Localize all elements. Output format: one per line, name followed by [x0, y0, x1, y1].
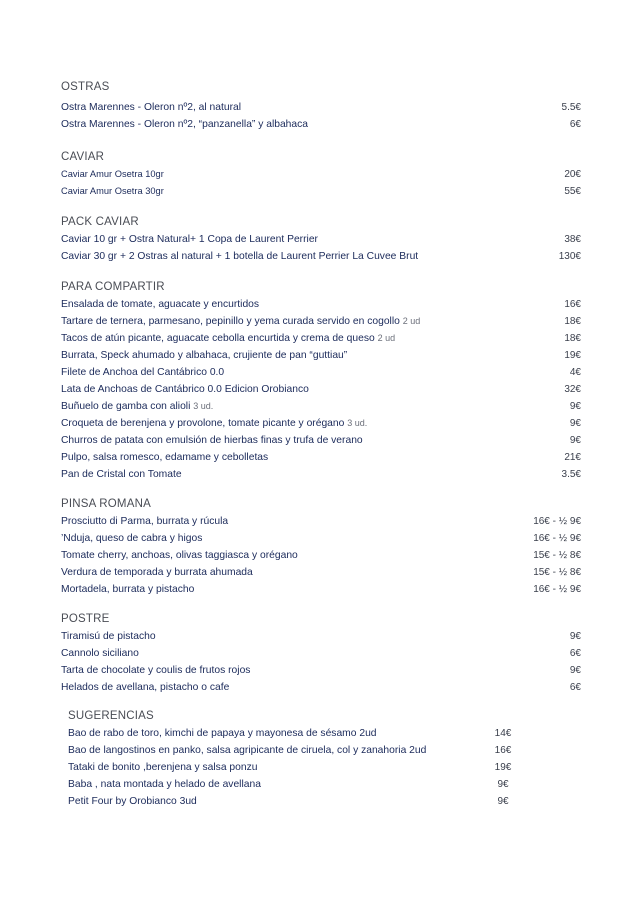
item-quantity: 3 ud. — [193, 401, 214, 411]
section-caviar — [61, 149, 581, 200]
item-price: 19€ — [564, 350, 581, 361]
item-name-text: Tartare de ternera, parmesano, pepinillo y yema curada servido en cogollo — [61, 316, 400, 327]
item-name: Ostra Marennes - Oleron nº2, “panzanella” y albahaca — [61, 119, 309, 130]
item-name — [61, 313, 420, 330]
menu-item — [61, 679, 581, 696]
menu-item — [61, 564, 581, 581]
menu-item — [68, 725, 513, 742]
item-price: 55€ — [564, 186, 581, 197]
item-price: 5.5€ — [561, 102, 581, 113]
item-name: Caviar 10 gr + Ostra Natural+ 1 Copa de Laurent Perrier — [61, 234, 318, 245]
menu-item — [61, 398, 581, 415]
menu-item — [61, 466, 581, 483]
menu-item — [61, 364, 581, 381]
item-price: 9€ — [569, 435, 581, 446]
item-price: 6€ — [569, 119, 581, 130]
item-name — [61, 415, 367, 432]
item-name: Cannolo siciliano — [61, 648, 139, 659]
menu-item — [61, 347, 581, 364]
item-price: 15€ - ½ 8€ — [533, 550, 581, 561]
item-price: 16€ - ½ 9€ — [533, 533, 581, 544]
menu-item — [61, 313, 581, 330]
menu-item — [61, 116, 581, 133]
item-price: 16€ - ½ 9€ — [533, 584, 581, 595]
menu-item — [61, 432, 581, 449]
item-price: 16€ — [494, 745, 512, 756]
item-price: 6€ — [569, 648, 581, 659]
menu-item — [61, 662, 581, 679]
section-heading: PARA COMPARTIR — [61, 281, 165, 293]
menu-item — [61, 248, 581, 265]
item-price: 130€ — [558, 251, 581, 262]
item-name: Baba , nata montada y helado de avellana — [68, 779, 261, 790]
item-name: Bao de langostinos en panko, salsa agripicante de ciruela, col y zanahoria 2ud — [68, 745, 427, 756]
item-price: 18€ — [564, 316, 581, 327]
item-price: 3.5€ — [561, 469, 581, 480]
section-heading: SUGERENCIAS — [68, 710, 154, 722]
item-price: 18€ — [564, 333, 581, 344]
menu-item — [61, 166, 581, 183]
item-name: Petit Four by Orobianco 3ud — [68, 796, 197, 807]
menu-item — [61, 530, 581, 547]
item-name: Tiramisú de pistacho — [61, 631, 156, 642]
section-ostras — [61, 79, 581, 133]
item-name: Verdura de temporada y burrata ahumada — [61, 567, 253, 578]
item-name: Pan de Cristal con Tomate — [61, 469, 182, 480]
item-price: 20€ — [564, 169, 581, 180]
menu-item — [68, 759, 513, 776]
item-quantity: 2 ud — [377, 333, 396, 343]
menu-item — [61, 231, 581, 248]
item-price: 19€ — [494, 762, 512, 773]
menu-item — [61, 99, 581, 116]
item-price: 6€ — [569, 682, 581, 693]
item-price: 32€ — [564, 384, 581, 395]
item-price: 9€ — [497, 796, 509, 807]
item-quantity: 3 ud. — [347, 418, 368, 428]
section-pack-caviar — [61, 214, 581, 265]
item-name: Ostra Marennes - Oleron nº2, al natural — [61, 102, 242, 113]
item-name: Ensalada de tomate, aguacate y encurtidos — [61, 299, 260, 310]
menu-item — [61, 381, 581, 398]
item-name: Caviar Amur Osetra 10gr — [61, 169, 164, 179]
item-name-text: Tacos de atún picante, aguacate cebolla encurtida y crema de queso — [61, 333, 375, 344]
item-name: Burrata, Speck ahumado y albahaca, crujiente de pan “guttiau” — [61, 350, 348, 361]
item-price: 9€ — [497, 779, 509, 790]
item-name: Lata de Anchoas de Cantábrico 0.0 Edicion Orobianco — [61, 384, 309, 395]
item-price: 15€ - ½ 8€ — [533, 567, 581, 578]
item-name: Filete de Anchoa del Cantábrico 0.0 — [61, 367, 225, 378]
item-name: Churros de patata con emulsión de hierbas finas y trufa de verano — [61, 435, 363, 446]
item-name: Helados de avellana, pistacho o cafe — [61, 682, 230, 693]
section-pinsa-romana — [61, 496, 581, 598]
menu-item — [68, 793, 513, 810]
menu-item — [61, 513, 581, 530]
item-price: 4€ — [569, 367, 581, 378]
section-sugerencias — [68, 708, 513, 810]
section-heading: POSTRE — [61, 613, 110, 625]
section-heading: CAVIAR — [61, 151, 105, 163]
item-price: 14€ — [494, 728, 512, 739]
menu-item — [61, 330, 581, 347]
item-price: 9€ — [569, 418, 581, 429]
item-name: Mortadela, burrata y pistacho — [61, 584, 195, 595]
item-price: 16€ — [564, 299, 581, 310]
item-price: 38€ — [564, 234, 581, 245]
item-name — [61, 398, 213, 415]
section-para-compartir — [61, 279, 581, 483]
item-name: Tataki de bonito ,berenjena y salsa ponzu — [68, 762, 258, 773]
item-name — [61, 330, 395, 347]
item-name: ’Nduja, queso de cabra y higos — [61, 533, 203, 544]
menu-item — [68, 776, 513, 793]
item-name: Caviar Amur Osetra 30gr — [61, 186, 164, 196]
menu-item — [61, 547, 581, 564]
menu-item — [61, 628, 581, 645]
item-price: 9€ — [569, 665, 581, 676]
item-name-text: Croqueta de berenjena y provolone, tomate picante y orégano — [61, 418, 345, 429]
section-heading: OSTRAS — [61, 81, 110, 93]
menu-item — [61, 296, 581, 313]
item-name: Pulpo, salsa romesco, edamame y cebolletas — [61, 452, 269, 463]
menu-item — [61, 581, 581, 598]
section-heading: PINSA ROMANA — [61, 498, 151, 510]
section-postre — [61, 611, 581, 696]
section-heading: PACK CAVIAR — [61, 216, 139, 228]
item-price: 9€ — [569, 631, 581, 642]
item-price: 16€ - ½ 9€ — [533, 516, 581, 527]
item-price: 21€ — [564, 452, 581, 463]
item-quantity: 2 ud — [402, 316, 421, 326]
item-price: 9€ — [569, 401, 581, 412]
menu-item — [61, 645, 581, 662]
menu-item — [68, 742, 513, 759]
menu-item — [61, 415, 581, 432]
item-name: Tarta de chocolate y coulis de frutos rojos — [61, 665, 251, 676]
item-name: Prosciutto di Parma, burrata y rúcula — [61, 516, 229, 527]
menu-item — [61, 449, 581, 466]
item-name: Tomate cherry, anchoas, olivas taggiasca y orégano — [61, 550, 298, 561]
item-name: Caviar 30 gr + 2 Ostras al natural + 1 botella de Laurent Perrier La Cuvee Brut — [61, 251, 419, 262]
item-name-text: Buñuelo de gamba con alioli — [61, 401, 191, 412]
menu-item — [61, 183, 581, 200]
item-name: Bao de rabo de toro, kimchi de papaya y mayonesa de sésamo 2ud — [68, 728, 377, 739]
